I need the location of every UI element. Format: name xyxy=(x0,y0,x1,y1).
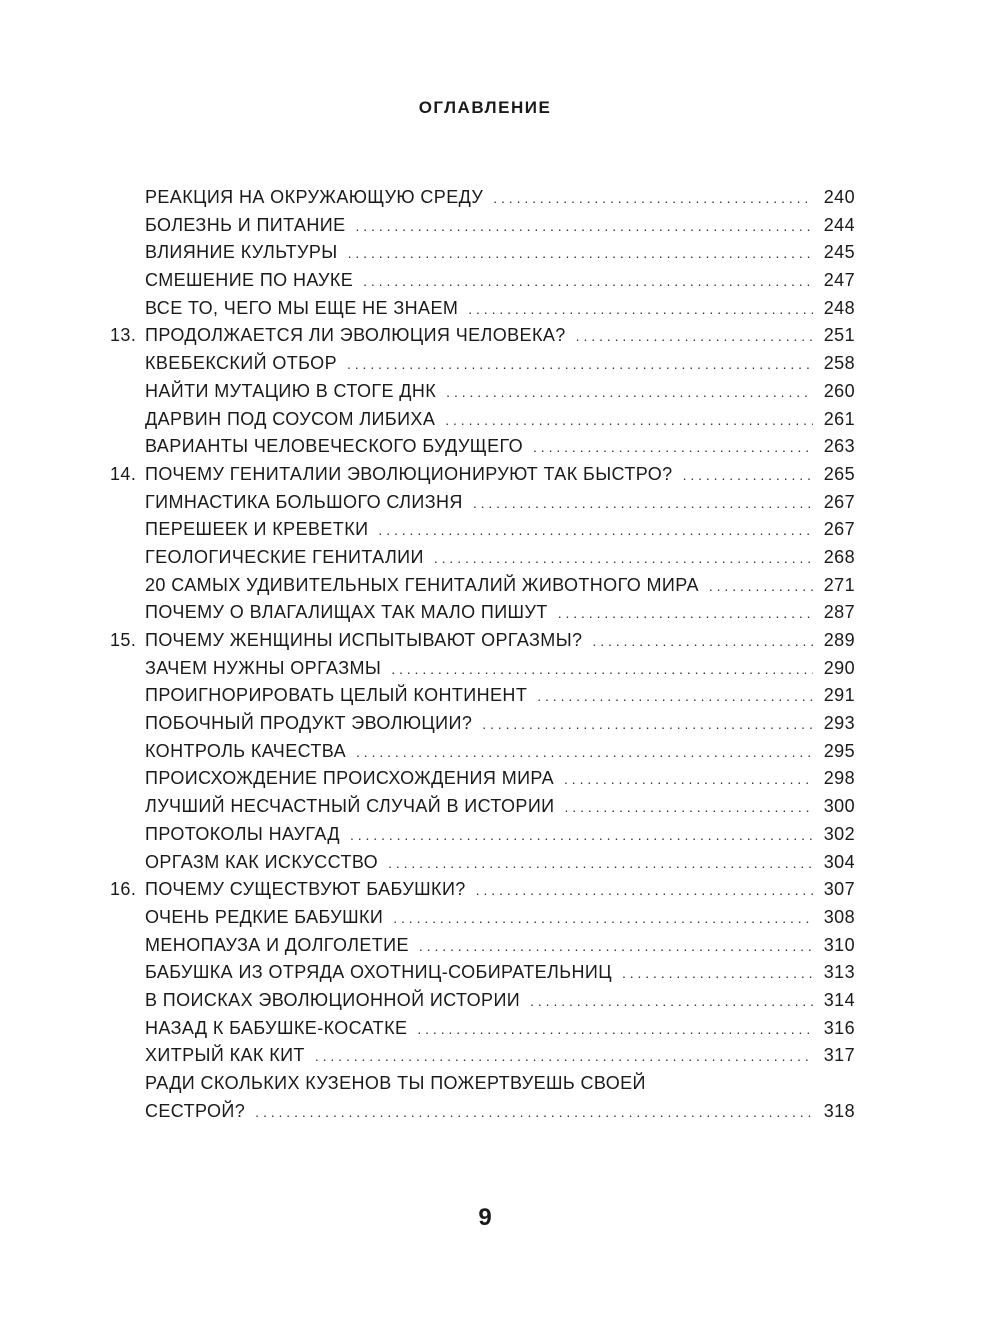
entry-title: НАЙТИ МУТАЦИЮ В СТОГЕ ДНК xyxy=(145,380,437,401)
entry-title-line2: СЕСТРОЙ? xyxy=(145,1100,246,1121)
entry-title: ПРОТОКОЛЫ НАУГАД xyxy=(145,823,340,844)
toc-section-entry xyxy=(110,1014,855,1042)
dot-leader xyxy=(493,189,813,207)
toc-section-entry xyxy=(110,737,855,765)
toc-section-entry xyxy=(110,294,855,322)
entry-title: ВЛИЯНИЕ КУЛЬТУРЫ xyxy=(145,242,338,263)
entry-page-number: 268 xyxy=(823,546,855,567)
dot-leader xyxy=(468,300,813,318)
toc-chapter-entry xyxy=(110,460,855,488)
entry-page-number: 317 xyxy=(823,1045,855,1066)
toc-section-entry xyxy=(110,903,855,931)
entry-title: НАЗАД К БАБУШКЕ-КОСАТКЕ xyxy=(145,1017,408,1038)
toc-section-entry xyxy=(110,183,855,211)
page-heading: ОГЛАВЛЕНИЕ xyxy=(418,98,552,117)
entry-title: ОРГАЗМ КАК ИСКУССТВО xyxy=(145,851,379,872)
toc-section-entry xyxy=(110,681,855,709)
toc-section-entry xyxy=(110,598,855,626)
toc-section-entry-continuation xyxy=(110,1097,855,1125)
chapter-number: 15. xyxy=(110,630,137,650)
entry-title: ПОЧЕМУ СУЩЕСТВУЮТ БАБУШКИ? xyxy=(145,879,466,900)
toc-section-entry xyxy=(110,405,855,433)
entry-title: ГИМНАСТИКА БОЛЬШОГО СЛИЗНЯ xyxy=(145,491,463,512)
dot-leader xyxy=(683,466,813,484)
entry-title: ВСЕ ТО, ЧЕГО МЫ ЕЩЕ НЕ ЗНАЕМ xyxy=(145,297,459,318)
entry-page-number: 248 xyxy=(823,297,855,318)
dot-leader xyxy=(378,521,813,539)
dot-leader xyxy=(622,964,813,982)
dot-leader xyxy=(350,826,813,844)
entry-page-number: 295 xyxy=(823,740,855,761)
entry-title: МЕНОПАУЗА И ДОЛГОЛЕТИЕ xyxy=(145,934,409,955)
toc-section-entry xyxy=(110,211,855,239)
toc-section-entry xyxy=(110,266,855,294)
dot-leader xyxy=(355,217,813,235)
entry-title: ЛУЧШИЙ НЕСЧАСТНЫЙ СЛУЧАЙ В ИСТОРИИ xyxy=(145,796,555,817)
dot-leader xyxy=(434,549,813,567)
toc-section-entry xyxy=(110,377,855,405)
toc-section-entry xyxy=(110,654,855,682)
dot-leader xyxy=(482,715,813,733)
dot-leader xyxy=(565,798,813,816)
dot-leader xyxy=(533,438,813,456)
dot-leader xyxy=(592,632,813,650)
chapter-number: 16. xyxy=(110,879,137,900)
entry-page-number: 302 xyxy=(823,823,855,844)
entry-title: ВАРИАНТЫ ЧЕЛОВЕЧЕСКОГО БУДУЩЕГО xyxy=(145,436,524,457)
dot-leader xyxy=(393,909,813,927)
entry-page-number: 265 xyxy=(823,463,855,484)
dot-leader xyxy=(348,244,813,262)
entry-page-number: 287 xyxy=(823,602,855,623)
entry-title: ПОЧЕМУ О ВЛАГАЛИЩАХ ТАК МАЛО ПИШУТ xyxy=(145,602,548,623)
toc-section-entry xyxy=(110,931,855,959)
entry-title: ЗАЧЕМ НУЖНЫ ОРГАЗМЫ xyxy=(145,657,382,678)
dot-leader xyxy=(576,327,813,345)
entry-page-number: 240 xyxy=(823,187,855,207)
entry-page-number: 308 xyxy=(823,906,855,927)
entry-page-number: 289 xyxy=(823,630,855,650)
entry-page-number: 245 xyxy=(823,242,855,263)
entry-title: ХИТРЫЙ КАК КИТ xyxy=(145,1045,305,1066)
entry-page-number: 293 xyxy=(823,713,855,734)
dot-leader xyxy=(709,577,813,595)
entry-title: В ПОИСКАХ ЭВОЛЮЦИОННОЙ ИСТОРИИ xyxy=(145,989,521,1010)
entry-page-number: 304 xyxy=(823,851,855,872)
dot-leader xyxy=(473,494,813,512)
entry-title: КОНТРОЛЬ КАЧЕСТВА xyxy=(145,740,347,761)
entry-title: СМЕШЕНИЕ ПО НАУКЕ xyxy=(145,270,354,291)
entry-title: ГЕОЛОГИЧЕСКИЕ ГЕНИТАЛИИ xyxy=(145,546,424,567)
page-number: 9 xyxy=(478,1204,492,1231)
toc-section-entry xyxy=(110,488,855,516)
entry-title: РЕАКЦИЯ НА ОКРУЖАЮЩУЮ СРЕДУ xyxy=(145,187,484,207)
dot-leader xyxy=(530,992,813,1010)
toc-section-entry xyxy=(110,820,855,848)
toc-section-entry xyxy=(110,432,855,460)
toc-section-entry xyxy=(110,543,855,571)
entry-title: 20 САМЫХ УДИВИТЕЛЬНЫХ ГЕНИТАЛИЙ ЖИВОТНОГО МИРА xyxy=(145,574,699,595)
entry-page-number: 300 xyxy=(823,796,855,817)
entry-page-number: 263 xyxy=(823,436,855,457)
entry-page-number: 260 xyxy=(823,380,855,401)
entry-page-number: 267 xyxy=(823,491,855,512)
dot-leader xyxy=(356,743,813,761)
dot-leader xyxy=(391,660,813,678)
toc-chapter-entry xyxy=(110,626,855,654)
table-of-contents xyxy=(110,183,855,1124)
entry-page-number: 261 xyxy=(823,408,855,429)
toc-section-entry xyxy=(110,792,855,820)
toc-chapter-entry xyxy=(110,321,855,349)
dot-leader xyxy=(363,272,813,290)
dot-leader xyxy=(564,770,813,788)
entry-page-number: 313 xyxy=(823,962,855,983)
toc-section-entry xyxy=(110,515,855,543)
entry-page-number: 307 xyxy=(823,879,855,900)
toc-section-entry xyxy=(110,1069,855,1097)
entry-title: ПРОИСХОЖДЕНИЕ ПРОИСХОЖДЕНИЯ МИРА xyxy=(145,768,555,789)
entry-page-number: 316 xyxy=(823,1017,855,1038)
entry-title: ПОЧЕМУ ГЕНИТАЛИИ ЭВОЛЮЦИОНИРУЮТ ТАК БЫСТРО? xyxy=(145,463,673,484)
dot-leader xyxy=(315,1047,813,1065)
entry-page-number: 291 xyxy=(823,685,855,706)
entry-page-number: 318 xyxy=(823,1100,855,1121)
entry-title: КВЕБЕКСКИЙ ОТБОР xyxy=(145,353,337,374)
dot-leader xyxy=(445,411,813,429)
dot-leader xyxy=(388,854,813,872)
dot-leader xyxy=(446,383,813,401)
dot-leader xyxy=(255,1103,813,1121)
entry-page-number: 298 xyxy=(823,768,855,789)
dot-leader xyxy=(476,881,813,899)
toc-section-entry xyxy=(110,349,855,377)
entry-title: ОЧЕНЬ РЕДКИЕ БАБУШКИ xyxy=(145,906,384,927)
entry-page-number: 310 xyxy=(823,934,855,955)
dot-leader xyxy=(417,1020,813,1038)
entry-page-number: 258 xyxy=(823,353,855,374)
entry-page-number: 247 xyxy=(823,270,855,291)
entry-page-number: 314 xyxy=(823,989,855,1010)
toc-section-entry xyxy=(110,986,855,1014)
toc-section-entry xyxy=(110,1041,855,1069)
chapter-number: 14. xyxy=(110,463,137,484)
toc-section-entry xyxy=(110,958,855,986)
entry-title: ДАРВИН ПОД СОУСОМ ЛИБИХА xyxy=(145,408,436,429)
dot-leader xyxy=(537,687,813,705)
toc-section-entry xyxy=(110,764,855,792)
entry-page-number: 251 xyxy=(823,325,855,346)
toc-section-entry xyxy=(110,238,855,266)
chapter-number: 13. xyxy=(110,325,137,346)
entry-title: ПРОДОЛЖАЕТСЯ ЛИ ЭВОЛЮЦИЯ ЧЕЛОВЕКА? xyxy=(145,325,566,346)
entry-title: БОЛЕЗНЬ И ПИТАНИЕ xyxy=(145,214,346,235)
toc-section-entry xyxy=(110,848,855,876)
entry-title-line1: РАДИ СКОЛЬКИХ КУЗЕНОВ ТЫ ПОЖЕРТВУЕШЬ СВОЕЙ xyxy=(145,1073,646,1093)
toc-chapter-entry xyxy=(110,875,855,903)
entry-title: ПОЧЕМУ ЖЕНЩИНЫ ИСПЫТЫВАЮТ ОРГАЗМЫ? xyxy=(145,630,583,650)
entry-title: ПРОИГНОРИРОВАТЬ ЦЕЛЫЙ КОНТИНЕНТ xyxy=(145,685,528,706)
entry-page-number: 267 xyxy=(823,519,855,540)
entry-title: ПЕРЕШЕЕК И КРЕВЕТКИ xyxy=(145,519,369,540)
entry-page-number: 244 xyxy=(823,214,855,235)
toc-section-entry xyxy=(110,709,855,737)
dot-leader xyxy=(347,355,813,373)
entry-page-number: 271 xyxy=(823,574,855,595)
dot-leader xyxy=(419,937,813,955)
entry-page-number: 290 xyxy=(823,657,855,678)
entry-title: БАБУШКА ИЗ ОТРЯДА ОХОТНИЦ-СОБИРАТЕЛЬНИЦ xyxy=(145,962,612,983)
toc-section-entry xyxy=(110,571,855,599)
dot-leader xyxy=(558,604,813,622)
entry-title: ПОБОЧНЫЙ ПРОДУКТ ЭВОЛЮЦИИ? xyxy=(145,713,473,734)
